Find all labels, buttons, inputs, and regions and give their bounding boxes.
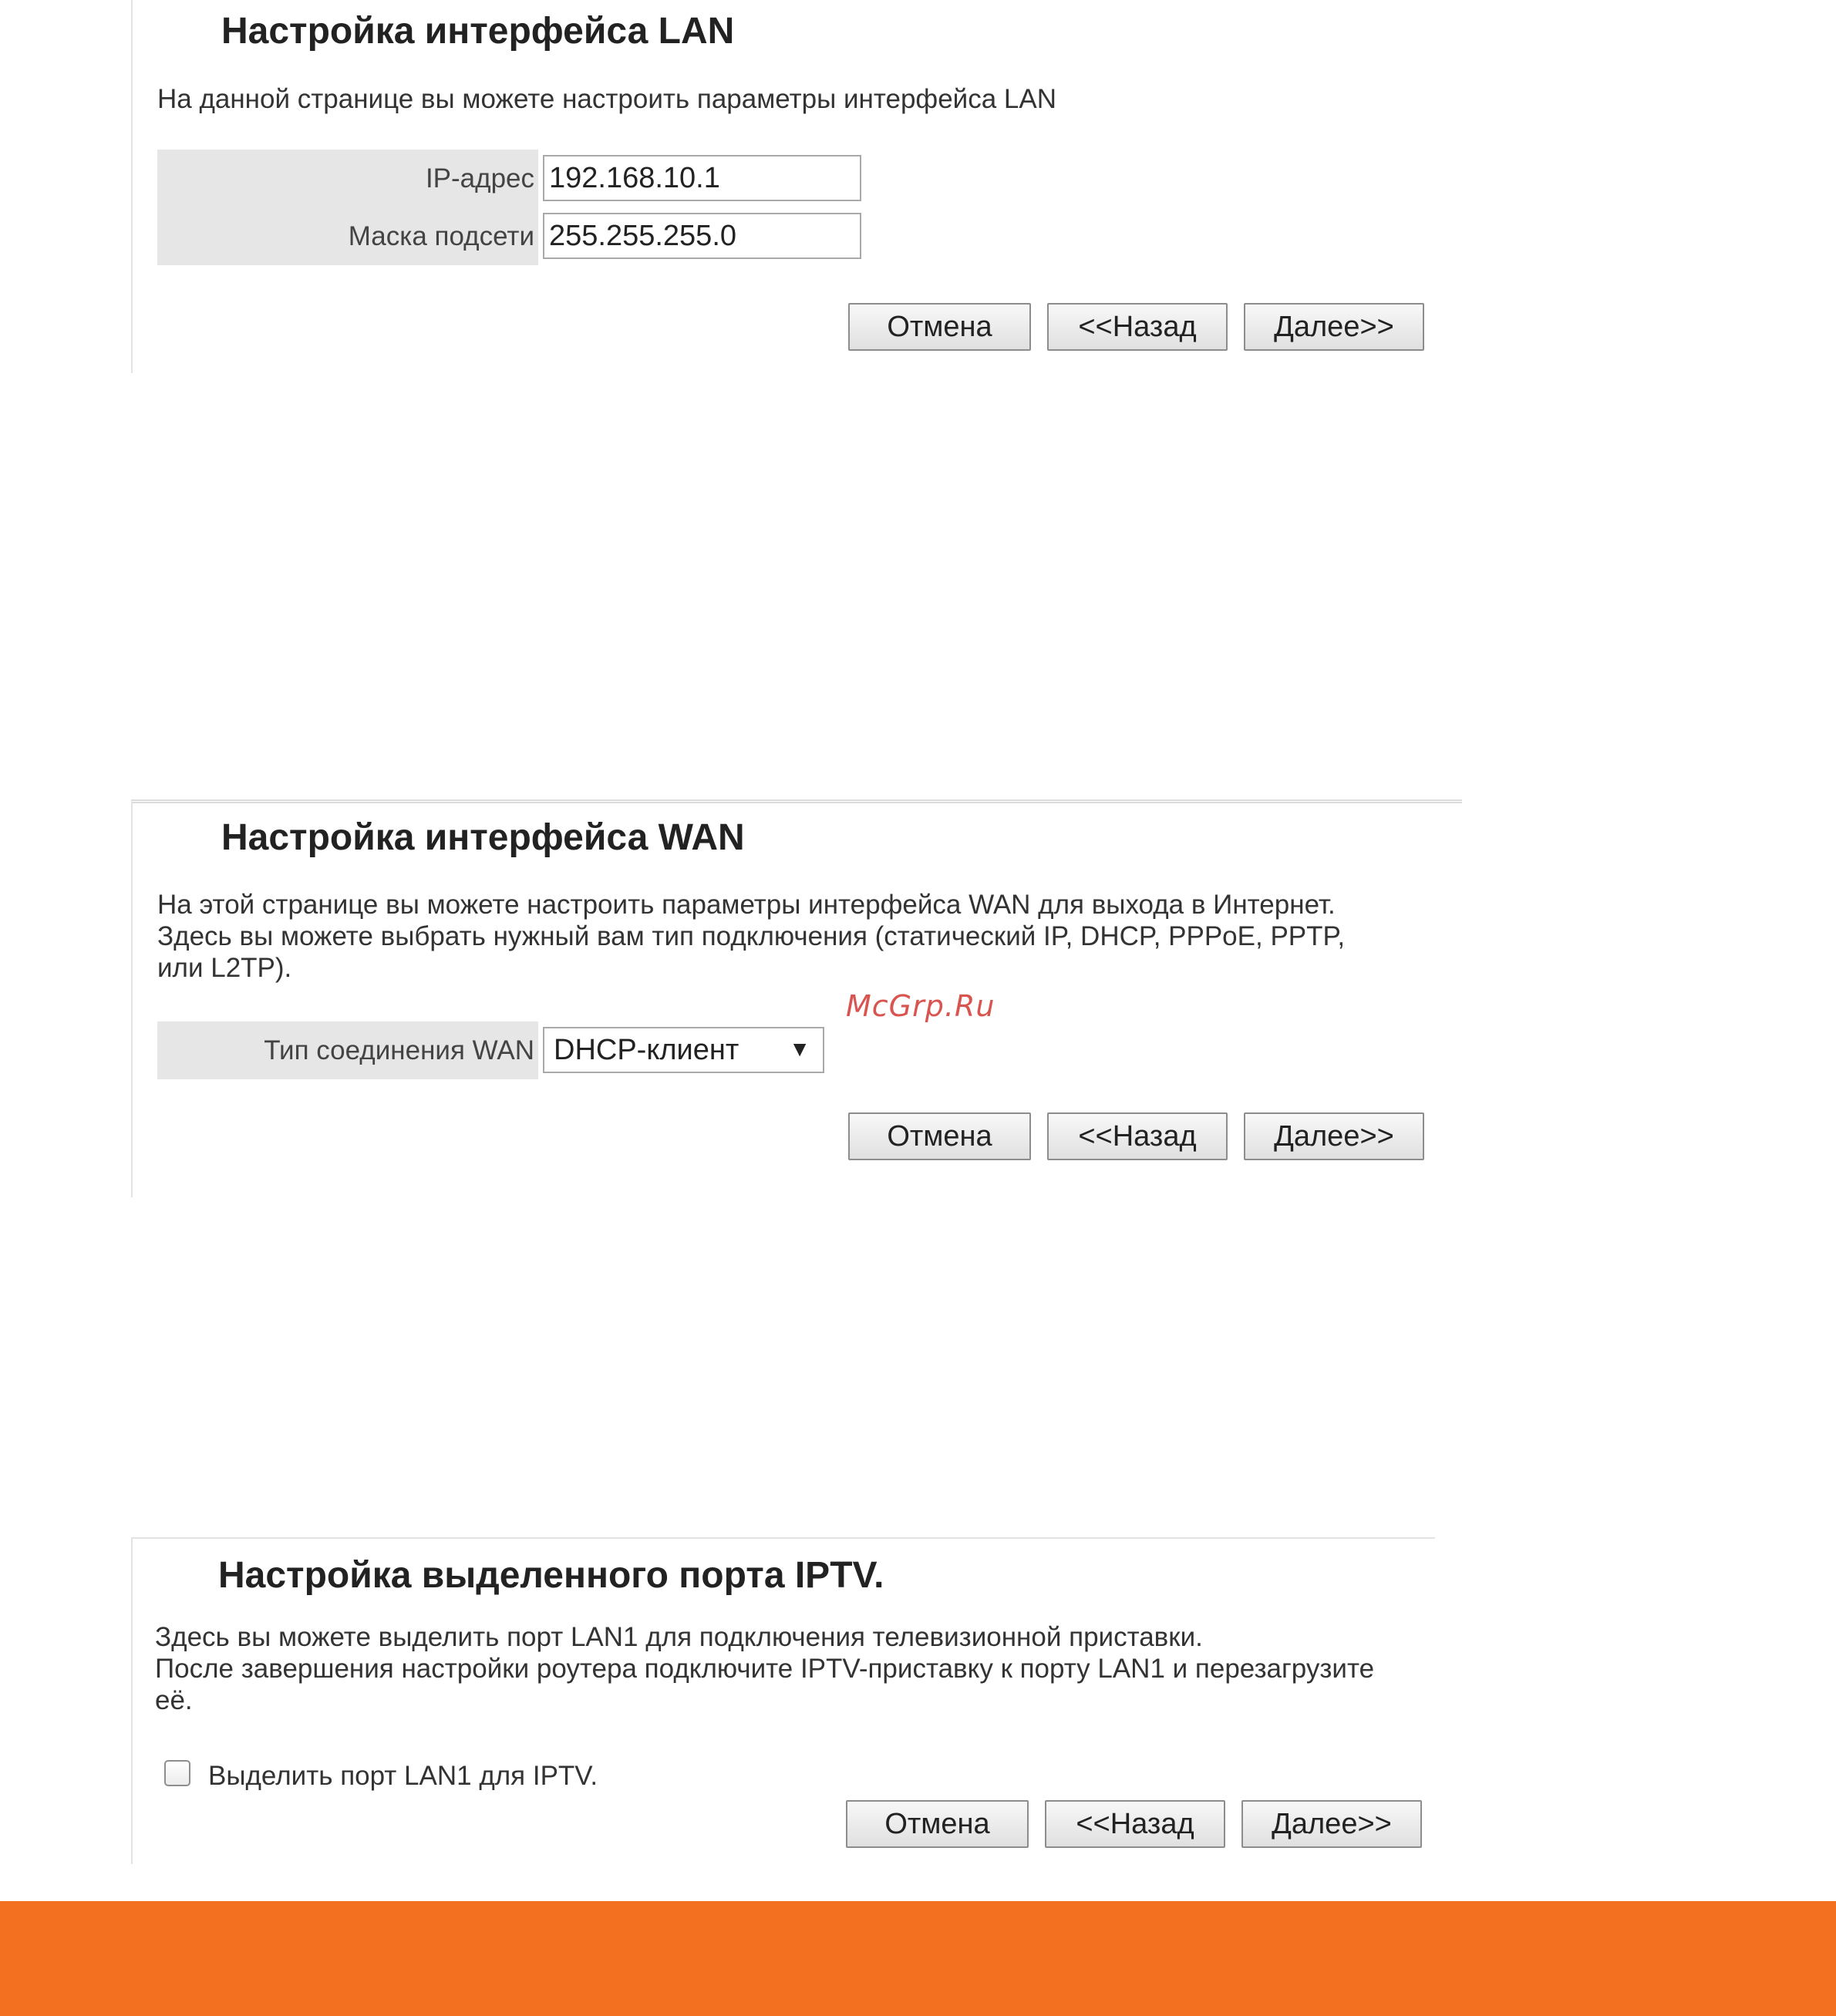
- wan-next-button[interactable]: Далее>>: [1244, 1112, 1424, 1160]
- lan-title: Настройка интерфейса LAN: [221, 11, 735, 52]
- iptv-port-checkbox[interactable]: [164, 1760, 190, 1786]
- wan-description-line-1: На этой странице вы можете настроить параметры интерфейса WAN для выхода в Интернет.: [157, 890, 1336, 920]
- iptv-title: Настройка выделенного порта IPTV.: [218, 1555, 884, 1596]
- iptv-description-line-3: её.: [155, 1685, 193, 1715]
- watermark-text: McGrp.Ru: [846, 989, 995, 1023]
- subnet-mask-label: Маска подсети: [157, 207, 538, 265]
- lan-description: На данной странице вы можете настроить параметры интерфейса LAN: [157, 84, 1057, 114]
- ip-address-label: IP-адрес: [157, 150, 538, 207]
- dropdown-arrow-icon: ▼: [789, 1037, 810, 1061]
- lan-settings-panel: [131, 0, 1454, 373]
- iptv-back-button[interactable]: <<Назад: [1045, 1800, 1225, 1848]
- subnet-mask-input[interactable]: [543, 213, 861, 259]
- wan-settings-panel: [131, 799, 1462, 1197]
- iptv-next-button[interactable]: Далее>>: [1241, 1800, 1422, 1848]
- ip-address-input[interactable]: [543, 155, 861, 201]
- iptv-checkbox-label[interactable]: Выделить порт LAN1 для IPTV.: [208, 1761, 598, 1791]
- wan-back-button[interactable]: <<Назад: [1047, 1112, 1228, 1160]
- iptv-settings-panel: [131, 1537, 1435, 1864]
- wan-cancel-button[interactable]: Отмена: [848, 1112, 1031, 1160]
- wan-type-select[interactable]: [543, 1027, 824, 1073]
- wan-description-line-3: или L2TP).: [157, 953, 292, 983]
- lan-next-button[interactable]: Далее>>: [1244, 303, 1424, 351]
- iptv-description-line-2: После завершения настройки роутера подключите IPTV-приставку к порту LAN1 и перезагрузите: [155, 1654, 1375, 1684]
- iptv-description-line-1: Здесь вы можете выделить порт LAN1 для подключения телевизионной приставки.: [155, 1622, 1203, 1652]
- wan-type-label: Тип соединения WAN: [157, 1021, 538, 1079]
- wan-type-selected-value: DHCP-клиент: [554, 1034, 739, 1066]
- lan-back-button[interactable]: <<Назад: [1047, 303, 1228, 351]
- lan-cancel-button[interactable]: Отмена: [848, 303, 1031, 351]
- wan-description-line-2: Здесь вы можете выбрать нужный вам тип подключения (статический IP, DHCP, PPPoE, PPTP,: [157, 921, 1346, 951]
- wan-title: Настройка интерфейса WAN: [221, 817, 745, 858]
- footer-bar: [0, 1901, 1836, 2016]
- iptv-cancel-button[interactable]: Отмена: [846, 1800, 1029, 1848]
